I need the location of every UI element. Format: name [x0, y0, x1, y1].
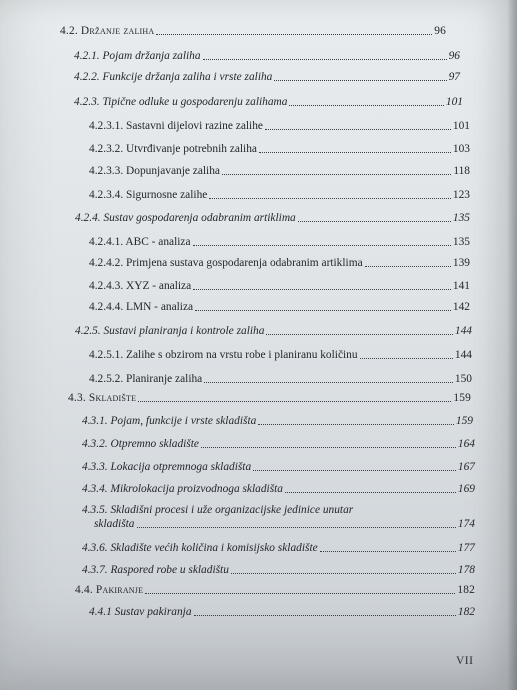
- page-gutter-shadow: [507, 0, 517, 690]
- leader-dots: [195, 309, 451, 311]
- toc-entry-label: 4.2.5. Sustavi planiranja i kontrole zaliha: [75, 325, 265, 337]
- toc-entry-page: 150: [454, 373, 472, 385]
- leader-dots: [194, 614, 456, 616]
- leader-dots: [193, 244, 451, 246]
- toc-entry[interactable]: [82, 456, 475, 474]
- toc-entry-page: 142: [452, 301, 470, 313]
- toc-entry[interactable]: [82, 503, 475, 531]
- toc-entry[interactable]: [89, 601, 475, 619]
- toc-entry-label: 4.3.1. Pojam, funkcije i vrste skladišta: [82, 415, 257, 427]
- toc-entry[interactable]: [89, 368, 472, 386]
- toc-entry-page: 139: [452, 257, 470, 269]
- toc-entry-label: 4.2.1. Pojam držanja zaliha: [74, 50, 201, 62]
- toc-entry-label: 4.2.3.2. Utvrđivanje potrebnih zaliha: [89, 143, 257, 155]
- leader-dots: [204, 381, 453, 383]
- toc-entry-label: 4.2.5.1. Zalihe s obzirom na vrstu robe i planiranu količinu: [89, 349, 358, 361]
- leader-dots: [137, 526, 456, 528]
- toc-entry[interactable]: [68, 387, 471, 405]
- toc-entry[interactable]: [89, 160, 470, 178]
- toc-entry-page: 96: [448, 50, 460, 62]
- toc-entry-page: 101: [445, 96, 463, 108]
- toc-entry-label: 4.2.4.3. XYZ - analiza: [89, 280, 192, 292]
- toc-entry[interactable]: [89, 115, 470, 133]
- toc-entry[interactable]: [89, 184, 470, 202]
- toc-entry[interactable]: [75, 579, 475, 597]
- page-number: VII: [456, 655, 474, 667]
- leader-dots: [365, 265, 451, 267]
- toc-entry-page: 135: [452, 212, 470, 224]
- leader-dots: [274, 79, 446, 81]
- toc-entry[interactable]: [89, 138, 470, 156]
- toc-entry-label: 4.2.5.2. Planiranje zaliha: [89, 373, 203, 385]
- leader-dots: [360, 357, 453, 359]
- toc-entry-page: 182: [457, 584, 475, 596]
- leader-dots: [285, 491, 456, 493]
- toc-entry-page: 144: [454, 349, 472, 361]
- leader-dots: [145, 592, 455, 594]
- toc-entry-page: 118: [453, 165, 470, 177]
- toc-entry-label: 4.3.6. Skladište većih količina i komisijsko skladište: [82, 542, 318, 554]
- toc-entry-page: 101: [452, 120, 470, 132]
- toc-entry[interactable]: [74, 66, 460, 84]
- toc-entry-page: 123: [452, 189, 470, 201]
- toc-entry-page: 178: [457, 564, 475, 576]
- toc-entry-page: 144: [454, 325, 472, 337]
- toc-entry-page: 164: [457, 438, 475, 450]
- toc-entry-label: 4.3.3. Lokacija otpremnoga skladišta: [82, 461, 252, 473]
- toc-entry-label: 4.2.4.1. ABC - analiza: [89, 236, 191, 248]
- leader-dots: [222, 173, 451, 175]
- toc-entry-page: 103: [452, 143, 470, 155]
- toc-entry[interactable]: [89, 296, 470, 314]
- toc-entry-label: 4.2.4.2. Primjena sustava gospodarenja odabranim artiklima: [89, 257, 363, 269]
- leader-dots: [156, 33, 432, 35]
- toc-entry-label: 4.2.4.4. LMN - analiza: [89, 301, 194, 313]
- leader-dots: [259, 151, 451, 153]
- toc-entry-page: 96: [434, 25, 446, 37]
- leader-dots: [266, 333, 452, 335]
- toc-entry-page: 135: [452, 236, 470, 248]
- toc-entry-label: 4.3.5. Skladišni procesi i uže organizacijske jedinice unutar: [82, 504, 354, 516]
- toc-entry[interactable]: [89, 231, 470, 249]
- leader-dots: [289, 104, 443, 106]
- leader-dots: [203, 58, 447, 60]
- toc-entry[interactable]: [89, 252, 470, 270]
- toc-entry[interactable]: [82, 433, 475, 451]
- toc-entry-label: 4.2.3.3. Dopunjavanje zaliha: [89, 165, 220, 177]
- leader-dots: [265, 128, 451, 130]
- toc-entry-label: 4.2.3.1. Sastavni dijelovi razine zalihe: [89, 120, 263, 132]
- toc-entry[interactable]: [60, 20, 446, 38]
- toc-entry-label: 4.3.2. Otpremno skladište: [82, 438, 199, 450]
- toc-entry[interactable]: [75, 207, 470, 225]
- toc-entry[interactable]: [82, 537, 475, 555]
- toc-entry-page: 159: [453, 392, 471, 404]
- toc-entry[interactable]: [89, 275, 470, 293]
- toc-entry-label: 4.3.7. Raspored robe u skladištu: [82, 564, 229, 576]
- toc-entry-label: 4.3.4. Mikrolokacija proizvodnoga skladišta: [82, 483, 284, 495]
- toc-entry-label: 4.2. Držanje zaliha: [60, 25, 155, 37]
- toc-entry[interactable]: [74, 91, 463, 109]
- toc-entry[interactable]: [82, 478, 475, 496]
- toc-entry-label: 4.2.3. Tipične odluke u gospodarenju zalihama: [74, 96, 288, 108]
- toc-entry-label: 4.2.4. Sustav gospodarenja odabranim artiklima: [75, 212, 296, 224]
- toc-entry-page: 182: [457, 606, 475, 618]
- leader-dots: [209, 197, 451, 199]
- toc-entry-page: 167: [457, 461, 475, 473]
- toc-entry-label: 4.4.1 Sustav pakiranja: [89, 606, 192, 618]
- toc-entry-label: 4.2.2. Funkcije držanja zaliha i vrste zaliha: [74, 71, 273, 83]
- toc-entry[interactable]: [89, 344, 472, 362]
- toc-entry[interactable]: [74, 45, 460, 63]
- toc-entry[interactable]: [82, 559, 475, 577]
- leader-dots: [138, 400, 451, 402]
- toc-entry-page: 141: [452, 280, 470, 292]
- toc-entry[interactable]: [75, 320, 472, 338]
- leader-dots: [231, 572, 456, 574]
- leader-dots: [201, 446, 456, 448]
- toc-entry-label: 4.2.3.4. Sigurnosne zalihe: [89, 189, 208, 201]
- leader-dots: [320, 550, 456, 552]
- leader-dots: [253, 469, 456, 471]
- leader-dots: [193, 288, 451, 290]
- leader-dots: [258, 423, 454, 425]
- toc-entry-page: 169: [457, 483, 475, 495]
- toc-entry-page: 174: [457, 518, 475, 530]
- leader-dots: [298, 220, 451, 222]
- toc-entry-label: 4.4. Pakiranje: [75, 584, 144, 596]
- toc-entry-label-continued: skladišta: [94, 518, 135, 530]
- toc-entry[interactable]: [82, 410, 473, 428]
- toc-entry-label: 4.3. Skladište: [68, 392, 137, 404]
- toc-entry-page: 97: [448, 71, 460, 83]
- toc-entry-page: 177: [457, 542, 475, 554]
- toc-entry-page: 159: [455, 415, 473, 427]
